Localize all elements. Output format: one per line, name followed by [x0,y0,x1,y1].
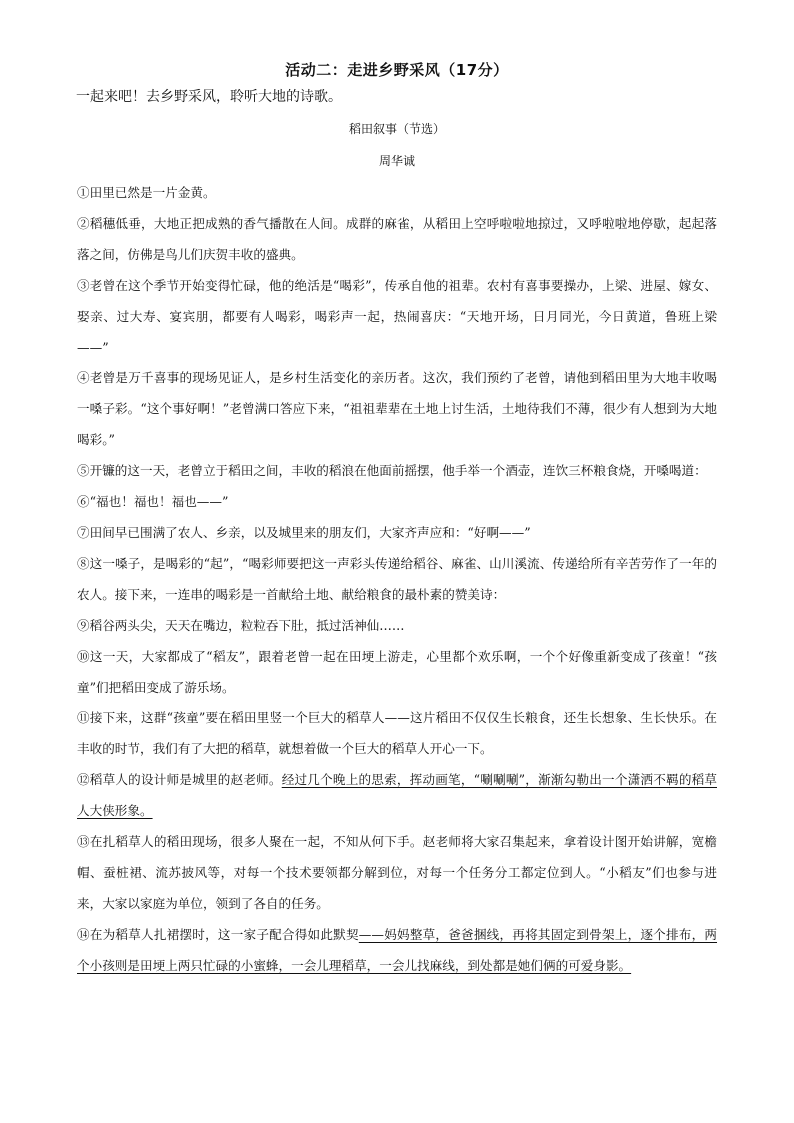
poem-author: 周华诚 [378,154,415,168]
paragraph-1: ①田里已然是一片金黄。 [77,185,216,200]
paragraph-9: ⑨稻谷两头尖，天天在嘴边，粒粒吞下肚，抵过活神仙…… [77,617,405,633]
paragraph-2: ②稻穗低垂，大地正把成熟的香气播散在人间。成群的麻雀，从稻田上空呼啦啦地掠过，又呼啦啦地停歇，起起落落之间，仿佛是鸟儿们庆贺丰收的盛典。 [77,215,718,262]
paragraph-11: ⑪接下来，这群“孩童”要在稻田里竖一个巨大的稻草人——这片稻田不仅仅生长粮食，还生长想象、生长快乐。在丰收的时节，我们有了大把的稻草，就想着做一个巨大的稻草人开心一下。 [77,710,718,757]
paragraph-4: ④老曾是万千喜事的现场见证人，是乡村生活变化的亲历者。这次，我们预约了老曾，请他到稻田里为大地丰收喝一嗓子彩。“这个事好啊！”老曾满口答应下来，“祖祖辈辈在土地上讨生活，土地待我们不薄，很少有人想到为大地喝彩。” [77,370,718,448]
paragraph-3: ③老曾在这个季节开始变得忙碌，他的绝活是“喝彩”，传承自他的祖辈。农村有喜事要操办，上梁、进屋、嫁女、娶亲、过大寿、宴宾朋，都要有人喝彩，喝彩声一起，热闹喜庆：“天地开场，日月同光，今日黄道，鲁班上梁——” [77,277,717,355]
article-body [77,178,717,982]
underlined-sentence: 经过几个晚上的思索，挥动画笔，“唰唰唰”，渐渐勾勒出一个潇洒不羁的稻草人大侠形象。 [77,772,717,819]
paragraph-6: ⑥“福也！福也！福也——” [77,494,229,510]
paragraph-14: ⑭在为稻草人扎裙摆时，这一家子配合得如此默契——妈妈整草，爸爸捆线，再将其固定到骨架上，逐个排布，两个小孩则是田埂上两只忙碌的小蜜蜂，一会儿理稻草，一会儿找麻线，到处都是她们俩的可爱身影。 [77,926,718,973]
paragraph-5: ⑤开镰的这一天，老曾立于稻田之间，丰收的稻浪在他面前摇摆，他手举一个酒壶，连饮三杯粮食烧，开嗓喝道： [77,463,707,479]
paragraph-12: ⑫稻草人的设计师是城里的赵老师。经过几个晚上的思索，挥动画笔，“唰唰唰”，渐渐勾勒出一个潇洒不羁的稻草人大侠形象。 [77,772,717,819]
activity-heading: 活动二：走进乡野采风（17分） [285,61,509,79]
poem-title: 稻田叙事（节选） [348,122,445,136]
underlined-sentence: ——妈妈整草，爸爸捆线，再将其固定到骨架上，逐个排布，两个小孩则是田埂上两只忙碌的小蜜蜂，一会儿理稻草，一会儿找麻线，到处都是她们俩的可爱身影。 [77,926,718,973]
paragraph-10: ⑩这一天，大家都成了“稻友”，跟着老曾一起在田埂上游走，心里都个欢乐啊，一个个好像重新变成了孩童！“孩童”们把稻田变成了游乐场。 [77,648,717,695]
paragraph-8: ⑧这一嗓子，是喝彩的“起”，“喝彩师要把这一声彩头传递给稻谷、麻雀、山川溪流、传递给所有辛苦劳作了一年的农人。接下来，一连串的喝彩是一首献给土地、献给粮食的最朴素的赞美诗： [77,555,717,602]
paragraph-13: ⑬在扎稻草人的稻田现场，很多人聚在一起，不知从何下手。赵老师将大家召集起来，拿着设计图开始讲解，宽檐帽、蚕桩裙、流苏披风等，对每一个技术要领都分解到位，对每一个任务分工都定位到人。“小稻友”们也参与进来，大家以家庭为单位，领到了各自的任务。 [77,834,718,911]
paragraph-7: ⑦田间早已围满了农人、乡亲，以及城里来的朋友们，大家齐声应和：“好啊——” [77,524,531,540]
intro-text: 一起来吧！去乡野采风，聆听大地的诗歌。 [76,89,342,105]
